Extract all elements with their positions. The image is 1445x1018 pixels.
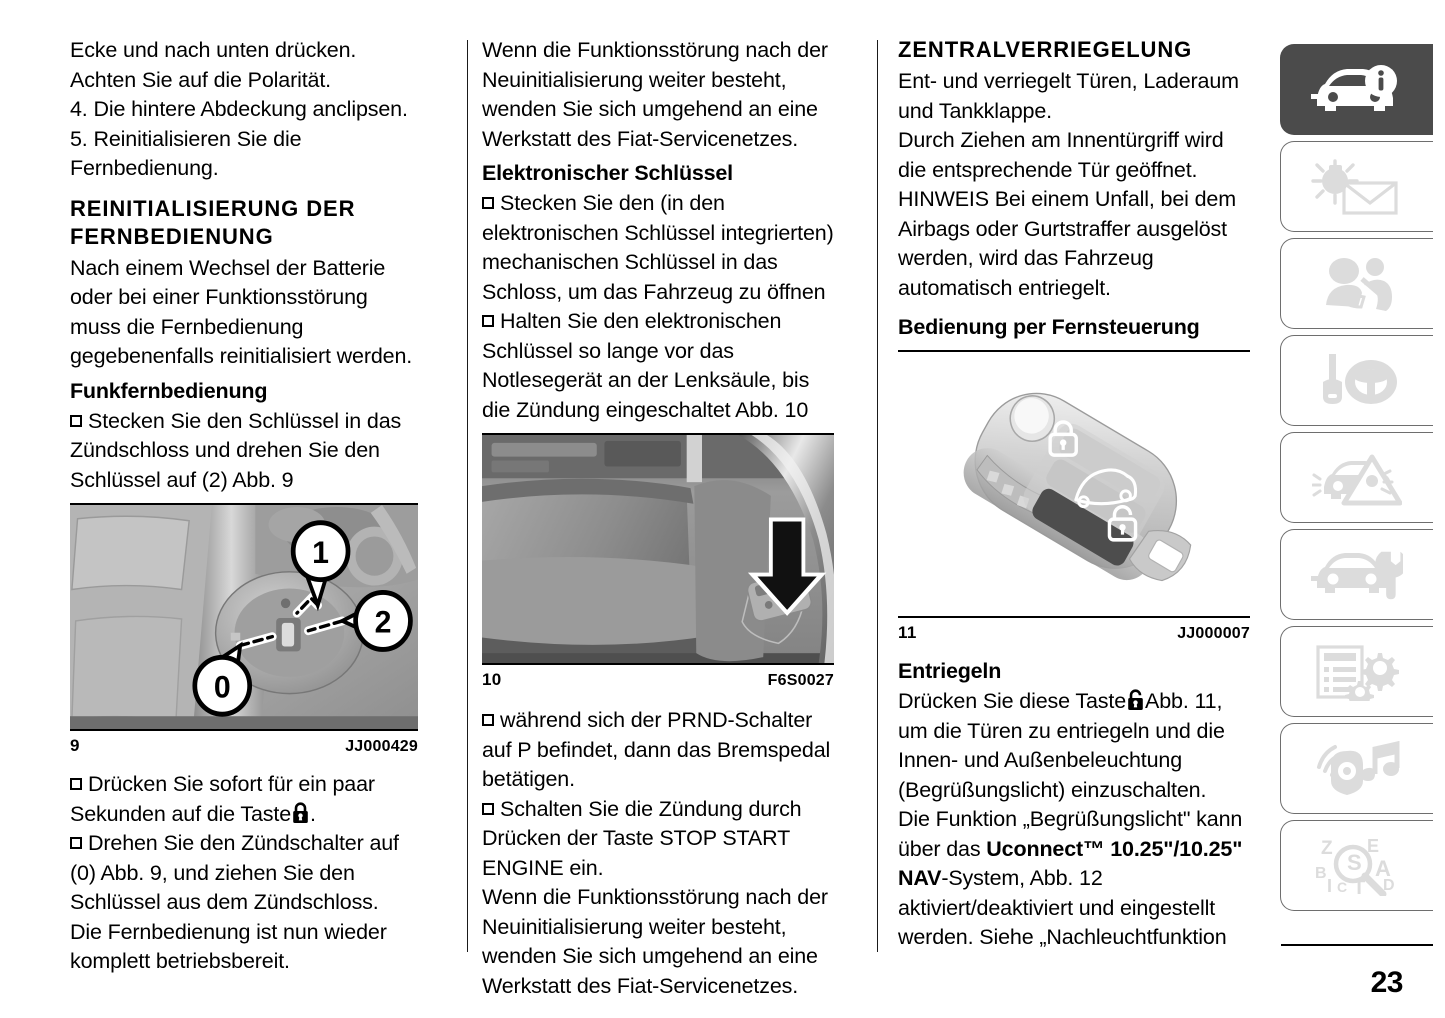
uconnect-brand: Uconnect™ (986, 836, 1105, 861)
list-item-text: während sich der PRND-Schalter auf P befindet, dann das Bremspedal betätigen. (482, 708, 831, 791)
figure-10 (482, 433, 834, 690)
column-one (0, 36, 440, 1018)
subsection-title: Funkfernbedienung (70, 378, 268, 403)
figure-code: JJ000007 (1177, 625, 1250, 642)
unlock-text-before: Drücken Sie diese Taste (898, 689, 1127, 713)
figure-code: JJ000429 (345, 738, 418, 755)
square-bullet-icon (482, 315, 494, 327)
subsection-title: Entriegeln (898, 659, 1002, 683)
svg-text:A: A (1375, 855, 1391, 881)
safety-tab[interactable] (1280, 238, 1433, 329)
figure-10-caption (482, 670, 834, 690)
svg-text:I: I (1327, 875, 1333, 896)
column-three (856, 36, 1272, 1018)
lock-closed-icon (292, 802, 309, 824)
figure-code: F6S0027 (767, 672, 834, 689)
nav-system-model: 10.25"/10.25" NAV (898, 836, 1243, 890)
welcome-line-2: kann über das (898, 807, 1243, 861)
key-steering-wheel-icon (1315, 352, 1399, 410)
svg-text:Z: Z (1321, 837, 1333, 859)
svg-text:E: E (1367, 835, 1380, 856)
figure-9-caption (70, 736, 418, 756)
figure-11 (898, 350, 1250, 643)
list-item (482, 189, 834, 307)
square-bullet-icon (70, 778, 82, 790)
airbag-seatbelt-icon (1318, 255, 1396, 313)
figure-number: 10 (482, 670, 502, 689)
music-wifi-pin-icon (1313, 741, 1401, 797)
welcome-light-paragraph (898, 805, 1250, 953)
ignition-switch-illustration (70, 505, 418, 729)
section-title: REINITIALISIERUNG DER FERNBEDIENUNG (70, 195, 356, 249)
figure-number: 11 (898, 623, 917, 642)
list-item-text: Stecken Sie den (in den elektronischen Schlüssel integrierten) mechanischen Schlüssel in das Schloss, um das Fahrzeug zu öffnen (482, 191, 834, 304)
car-info-icon (1311, 64, 1403, 116)
list-item (70, 407, 418, 496)
paragraph: HINWEIS Bei einem Unfall, bei dem Airbags oder Gurtstraffer ausgelöst werden, wird das Fahrzeug automatisch entriegelt. (898, 187, 1236, 300)
emergency-tab[interactable] (1280, 432, 1433, 523)
square-bullet-icon (70, 415, 82, 427)
figure-number: 9 (70, 736, 80, 755)
svg-text:T: T (1353, 876, 1366, 896)
paragraph: Durch Ziehen am Innentürgriff wird die entsprechende Tür geöffnet. (898, 128, 1224, 182)
steering-column-reader-illustration (482, 435, 834, 663)
letters-magnifier-icon (1313, 836, 1401, 896)
column-two (440, 36, 856, 1018)
figure-9 (70, 503, 418, 756)
svg-text:D: D (1383, 876, 1395, 894)
list-item (482, 307, 834, 425)
square-bullet-icon (482, 197, 494, 209)
technical-data-tab[interactable] (1280, 626, 1433, 717)
list-item-text: Schalten Sie die Zündung durch Drücken der Taste STOP START ENGINE ein. (482, 796, 802, 880)
svg-text:1: 1 (312, 534, 330, 571)
list-item-text: Drehen Sie den Zündschalter auf (0) Abb. 9, und ziehen Sie den Schlüssel aus dem Zündschloss. (70, 831, 399, 914)
square-bullet-icon (482, 714, 494, 726)
multimedia-tab[interactable] (1280, 723, 1433, 814)
figure-11-frame (898, 350, 1250, 618)
section-title: ZENTRALVERRIEGELUNG (898, 37, 1193, 62)
welcome-line-3: -System, Abb. 12 (941, 866, 1103, 890)
sun-envelope-icon (1311, 159, 1403, 215)
square-bullet-icon (482, 803, 494, 815)
list-item (482, 706, 834, 795)
welcome-line-1: Die Funktion „Begrüßungslicht" (898, 807, 1191, 831)
list-item-text: Stecken Sie den Schlüssel in das Zündschloss und drehen Sie den Schlüssel auf (2) Abb. 9 (70, 408, 402, 492)
paragraph: Wenn die Funktionsstörung nach der Neuinitialisierung weiter besteht, wenden Sie sich umgehend an eine Werkstatt des Fiat-Servicenetzes. (482, 38, 828, 151)
paragraph: Ent- und verriegelt Türen, Laderaum und Tankklappe. (898, 69, 1239, 123)
key-fob-illustration (898, 352, 1250, 616)
paragraph: Ecke und nach unten drücken. Achten Sie auf die Polarität. (70, 38, 357, 92)
svg-text:S: S (1347, 849, 1362, 875)
index-tab[interactable] (1280, 820, 1433, 911)
paragraph: 4. Die hintere Abdeckung anclipsen. (70, 97, 408, 121)
section-tab-rail (1272, 0, 1445, 1018)
page-number: 23 (1370, 966, 1403, 999)
subsection-title: Bedienung per Fernsteuerung (898, 315, 1200, 339)
dashboard-tab[interactable] (1280, 141, 1433, 232)
maintenance-tab[interactable] (1280, 529, 1433, 620)
list-item (70, 829, 418, 918)
subsection-title: Elektronischer Schlüssel (482, 161, 733, 185)
list-item (70, 770, 418, 829)
svg-text:2: 2 (374, 604, 392, 640)
vehicle-info-tab[interactable] (1280, 44, 1433, 135)
svg-text:0: 0 (213, 669, 231, 705)
paragraph: Nach einem Wechsel der Batterie oder bei einer Funktionsstörung muss die Fernbedienung gegebenenfalls reinitialisiert werden. (70, 255, 413, 368)
list-item-text: Drücken Sie sofort für ein paar Sekunden auf die Taste (70, 772, 375, 826)
list-item-text-suffix: . (310, 801, 316, 826)
figure-9-frame (70, 503, 418, 731)
list-gears-icon (1312, 643, 1402, 701)
figure-10-frame (482, 433, 834, 665)
paragraph: 5. Reinitialisieren Sie die Fernbedienung. (70, 126, 302, 180)
lock-open-icon (1127, 689, 1144, 711)
welcome-line-4: aktiviert/deaktiviert und eingestellt (898, 895, 1216, 920)
svg-text:C: C (1337, 878, 1348, 895)
list-item (482, 795, 834, 884)
welcome-line-5: werden. Siehe „Nachleuchtfunktion (898, 925, 1227, 949)
paragraph: Wenn die Funktionsstörung nach der Neuinitialisierung weiter besteht, wenden Sie sich umgehend an eine Werkstatt des Fiat-Servicenetzes. (482, 885, 828, 998)
square-bullet-icon (70, 837, 82, 849)
unlock-instruction (898, 687, 1250, 805)
svg-text:B: B (1315, 864, 1327, 882)
list-item-text: Halten Sie den elektronischen Schlüssel so lange vor das Notlesegerät an der Lenksäule, bis die Zündung eingeschaltet Abb. 10 (482, 309, 810, 422)
car-warning-triangle-icon (1312, 449, 1402, 507)
car-wrench-icon (1311, 548, 1403, 602)
rail-bottom-rule (1281, 944, 1433, 947)
figure-11-caption (898, 623, 1250, 643)
paragraph: Die Fernbedienung ist nun wieder komplett betriebsbereit. (70, 919, 387, 973)
unlock-text-after: Abb. 11, um die Türen zu entriegeln und die Innen- und Außenbeleuchtung (Begrüßungslicht) einzuschalten. (898, 689, 1225, 802)
starting-driving-tab[interactable] (1280, 335, 1433, 426)
